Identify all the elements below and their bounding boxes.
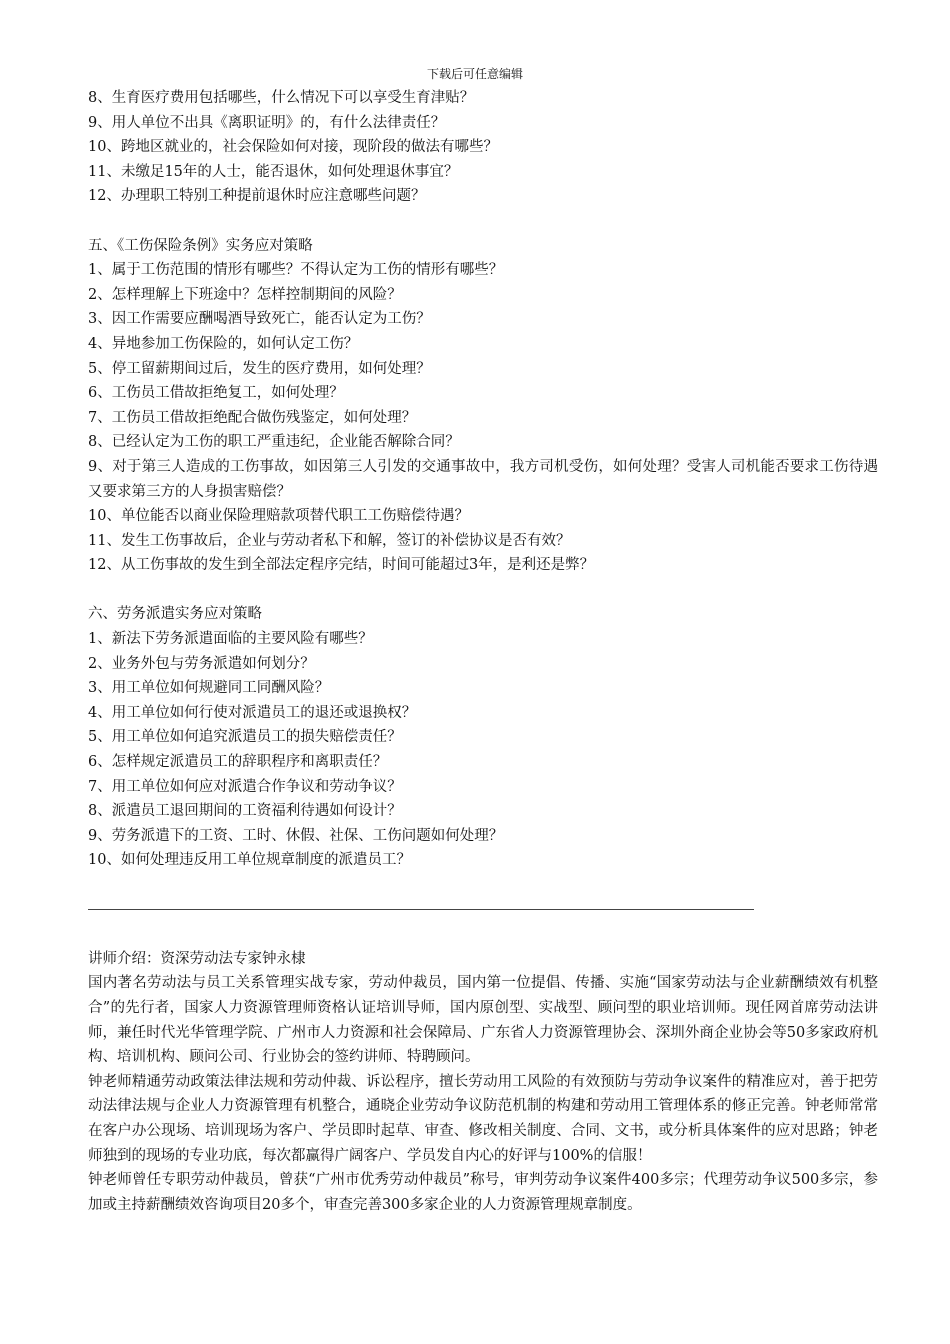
list-item: 12、办理职工特别工种提前退休时应注意哪些问题？ [88, 188, 426, 205]
list-item: 5、用工单位如何追究派遣员工的损失赔偿责任？ [88, 729, 402, 746]
instructor-paragraph: 国内著名劳动法与员工关系管理实战专家，劳动仲裁员，国内第一位提倡、传播、实施“国家劳动法与企业薪酬绩效有机整合”的先行者，国家人力资源管理师资格认证培训导师，国内原创型、实战型、顾问型的职业培训师。现任网首席劳动法讲师，兼任时代光华管理学院、广州市人力资源和社会保障局、广东省人力资源管理协会、深圳外商企业协会等50多家政府机构、培训机构、顾问公司、行业协会的签约讲师、特聘顾问。 [88, 975, 878, 1066]
list-item: 11、未缴足15年的人士，能否退休，如何处理退休事宜？ [88, 163, 459, 180]
list-item: 2、业务外包与劳务派遣如何划分？ [88, 655, 315, 672]
instructor-paragraph: 钟老师精通劳动政策法律法规和劳动仲裁、诉讼程序，擅长劳动用工风险的有效预防与劳动争议案件的精准应对，善于把劳动法律法规与企业人力资源管理有机整合，通晓企业劳动争议防范机制的构建和劳动用工管理体系的修正完善。钟老师常常在客户办公现场、培训现场为客户、学员即时起草、审查、修改相关制度、合同、文书，或分析具体案件的应对思路；钟老师独到的现场的专业功底，每次都赢得广阔客户、学员发自内心的好评与100%的信服！ [88, 1073, 878, 1164]
list-item: 7、工伤员工借故拒绝配合做伤残鉴定，如何处理？ [88, 409, 417, 426]
list-item: 1、属于工伤范围的情形有哪些？不得认定为工伤的情形有哪些？ [88, 262, 504, 279]
list-item: 10、跨地区就业的，社会保险如何对接，现阶段的做法有哪些？ [88, 139, 498, 156]
list-item: 7、用工单位如何应对派遣合作争议和劳动争议？ [88, 778, 402, 795]
spacer [88, 873, 878, 898]
list-item: 4、异地参加工伤保险的，如何认定工伤？ [88, 335, 359, 352]
list-item: 6、怎样规定派遣员工的辞职程序和离职责任？ [88, 754, 388, 771]
section-title: 六、劳务派遣实务应对策略 [88, 606, 262, 623]
list-item: 1、新法下劳务派遣面临的主要风险有哪些？ [88, 631, 373, 648]
list-item: 12、从工伤事故的发生到全部法定程序完结，时间可能超过3年，是利还是弊？ [88, 557, 595, 574]
list-item: 3、因工作需要应酬喝酒导致死亡，能否认定为工伤？ [88, 311, 431, 328]
divider [88, 898, 878, 923]
list-item: 11、发生工伤事故后，企业与劳动者私下和解，签订的补偿协议是否有效？ [88, 532, 571, 549]
list-item: 5、停工留薪期间过后，发生的医疗费用，如何处理？ [88, 360, 431, 377]
header-note: 下载后可任意编辑 [426, 67, 523, 81]
list-item: 9、劳务派遣下的工资、工时、休假、社保、工伤问题如何处理？ [88, 827, 504, 844]
list-item: 8、生育医疗费用包括哪些，什么情况下可以享受生育津贴？ [88, 90, 475, 106]
list-item: 8、派遣员工退回期间的工资福利待遇如何设计？ [88, 803, 402, 820]
spacer [88, 922, 878, 947]
document-body [88, 86, 878, 1217]
list-item: 6、工伤员工借故拒绝复工，如何处理？ [88, 385, 344, 402]
divider-line [88, 909, 754, 910]
instructor-heading: 讲师介绍：资深劳动法专家钟永棣 [88, 950, 306, 967]
section-title: 五、《工伤保险条例》实务应对策略 [88, 237, 313, 254]
list-item: 10、单位能否以商业保险理赔款项替代职工工伤赔偿待遇？ [88, 508, 469, 525]
list-item: 3、用工单位如何规避同工同酬风险？ [88, 680, 330, 697]
list-item: 9、用人单位不出具《离职证明》的，有什么法律责任？ [88, 114, 446, 131]
instructor-paragraph: 钟老师曾任专职劳动仲裁员，曾获“广州市优秀劳动仲裁员”称号，审判劳动争议案件400多宗；代理劳动争议500多宗，参加或主持薪酬绩效咨询项目20多个，审查完善300多家企业的人力资源管理规章制度。 [88, 1172, 878, 1213]
list-item: 2、怎样理解上下班途中？怎样控制期间的风险？ [88, 286, 402, 303]
spacer [88, 578, 878, 603]
list-item: 10、如何处理违反用工单位规章制度的派遣员工？ [88, 852, 411, 869]
list-item: 8、已经认定为工伤的职工严重违纪，企业能否解除合同？ [88, 434, 460, 451]
spacer [88, 209, 878, 234]
list-item: 4、用工单位如何行使对派遣员工的退还或退换权？ [88, 704, 417, 721]
list-item: 9、对于第三人造成的工伤事故，如因第三人引发的交通事故中，我方司机受伤，如何处理？受害人司机能否要求工伤待遇又要求第三方的人身损害赔偿？ [88, 458, 878, 500]
